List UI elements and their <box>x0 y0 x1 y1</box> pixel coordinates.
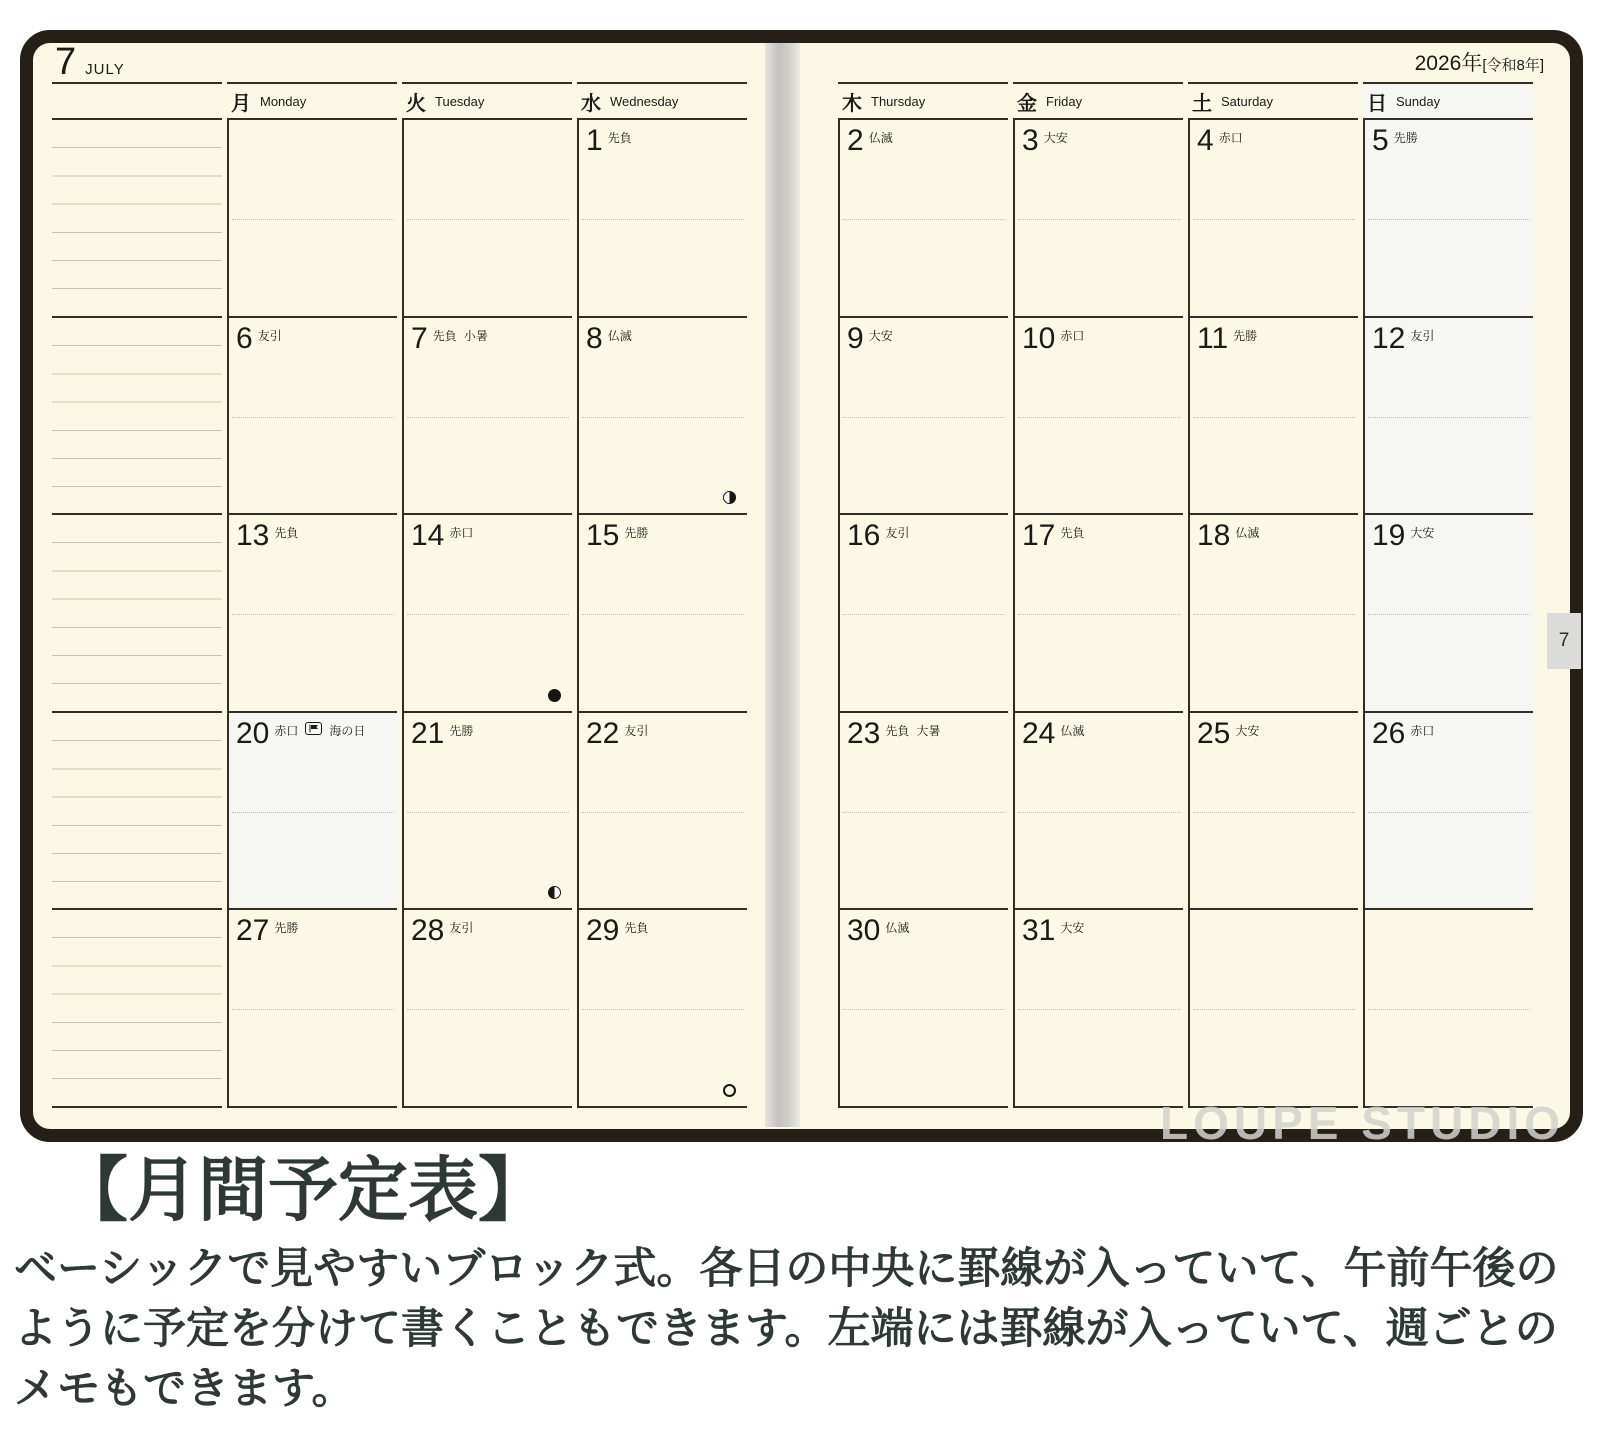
weekday-header-sunday <box>1363 82 1533 120</box>
weekday-kanji: 水 <box>581 92 601 115</box>
first-quarter-moon-icon <box>548 886 561 899</box>
memo-column-header <box>52 82 222 120</box>
date-number: 7 <box>411 321 428 355</box>
year-text: 2026年 <box>1414 52 1483 75</box>
weekday-header-saturday <box>1188 82 1358 120</box>
rokuyo-label: 先負 <box>607 131 632 145</box>
rokuyo-label: 先勝 <box>449 723 474 738</box>
last-quarter-moon-icon <box>723 491 736 504</box>
day-cell-1[interactable] <box>577 120 747 318</box>
rokuyo-label: 赤口 <box>1410 723 1435 738</box>
day-cell-empty[interactable] <box>1188 910 1358 1108</box>
rokuyo-label: 先勝 <box>274 921 299 936</box>
rokuyo-label: 先負 <box>274 526 299 541</box>
day-cell-6[interactable] <box>227 318 397 516</box>
friday-column <box>1013 120 1183 1108</box>
weekday-header-friday <box>1013 82 1183 120</box>
rokuyo-label: 赤口 <box>274 723 299 738</box>
rokuyo-label: 先負 <box>624 921 649 936</box>
year-label <box>1415 47 1544 77</box>
full-moon-icon <box>723 1084 736 1097</box>
weekday-kanji: 火 <box>406 92 426 115</box>
weekday-english: Thursday <box>871 93 926 109</box>
weekday-kanji: 月 <box>231 92 251 115</box>
caption-body <box>14 1239 1592 1419</box>
rokuyo-label: 友引 <box>257 328 282 343</box>
day-cell-empty[interactable] <box>1363 910 1533 1108</box>
caption-line: メモもできます。 <box>14 1364 355 1413</box>
rokuyo-label: 友引 <box>449 921 474 936</box>
day-cell-21[interactable] <box>402 713 572 911</box>
left-grid <box>52 120 765 1108</box>
weekday-header-monday <box>227 82 397 120</box>
month-number: 7 <box>55 41 77 83</box>
monday-column <box>227 120 397 1108</box>
day-cell-7[interactable] <box>402 318 572 516</box>
weekday-english: Wednesday <box>610 93 679 109</box>
day-cell-16[interactable] <box>838 515 1008 713</box>
date-number: 24 <box>1022 716 1056 750</box>
day-cell-20-holiday[interactable] <box>227 713 397 911</box>
weekday-header-wednesday <box>577 82 747 120</box>
watermark-logo: LOUPE STUDIO <box>1160 1097 1566 1149</box>
rokuyo-label: 友引 <box>885 526 910 541</box>
memo-week-block[interactable] <box>52 515 222 713</box>
day-cell-empty[interactable] <box>402 120 572 318</box>
date-number: 5 <box>1372 124 1389 157</box>
weekday-kanji: 金 <box>1017 92 1037 115</box>
date-number: 22 <box>586 716 620 750</box>
rokuyo-label: 大安 <box>1410 526 1435 541</box>
date-number: 12 <box>1372 321 1406 355</box>
tuesday-column <box>402 120 572 1108</box>
thursday-column <box>838 120 1008 1108</box>
date-number: 9 <box>847 321 864 355</box>
spine-divider <box>765 43 800 1127</box>
rokuyo-label: 先勝 <box>1393 131 1418 145</box>
date-number: 21 <box>411 716 445 750</box>
rokuyo-label: 仏滅 <box>1235 526 1260 541</box>
rokuyo-label: 先負 <box>432 328 457 343</box>
date-number: 18 <box>1197 519 1231 553</box>
day-cell-empty[interactable] <box>227 120 397 318</box>
day-cell-14[interactable] <box>402 515 572 713</box>
rokuyo-label: 仏滅 <box>885 921 910 936</box>
day-cell-4[interactable] <box>1188 120 1358 318</box>
day-cell-23[interactable] <box>838 713 1008 911</box>
left-title-row <box>33 43 765 82</box>
right-page <box>800 43 1570 1127</box>
date-number: 6 <box>236 321 253 355</box>
rokuyo-label: 仏滅 <box>868 131 893 145</box>
holiday-flag-icon <box>305 722 322 735</box>
day-cell-31[interactable] <box>1013 910 1183 1108</box>
day-cell-15[interactable] <box>577 515 747 713</box>
weekday-english: Tuesday <box>435 93 485 109</box>
date-number: 8 <box>586 321 603 355</box>
memo-week-block[interactable] <box>52 120 222 318</box>
day-cell-11[interactable] <box>1188 318 1358 516</box>
rokuyo-label: 赤口 <box>1060 328 1085 343</box>
date-number: 3 <box>1022 124 1039 157</box>
month-page-tab[interactable]: 7 <box>1547 613 1581 669</box>
day-cell-30[interactable] <box>838 910 1008 1108</box>
rokuyo-label: 大安 <box>1235 723 1260 738</box>
day-cell-17[interactable] <box>1013 515 1183 713</box>
day-cell-12[interactable] <box>1363 318 1533 516</box>
date-number: 1 <box>586 124 603 157</box>
right-grid <box>838 120 1570 1108</box>
date-number: 27 <box>236 914 270 948</box>
day-cell-26[interactable] <box>1363 713 1533 911</box>
month-title <box>55 43 125 81</box>
rokuyo-label: 友引 <box>1410 328 1435 343</box>
sunday-column <box>1363 120 1533 1108</box>
rokuyo-label: 大安 <box>1043 131 1068 145</box>
rokuyo-label: 大安 <box>1060 921 1085 936</box>
weekday-header-thursday <box>838 82 1008 120</box>
left-weekday-header-row <box>52 82 765 120</box>
date-number: 15 <box>586 519 620 553</box>
date-number: 10 <box>1022 321 1056 355</box>
weekday-kanji: 日 <box>1367 92 1387 115</box>
rokuyo-label: 赤口 <box>449 526 474 541</box>
date-number: 31 <box>1022 914 1056 948</box>
weekday-kanji: 土 <box>1192 92 1212 115</box>
date-number: 13 <box>236 519 270 553</box>
day-cell-29[interactable] <box>577 910 747 1108</box>
date-number: 19 <box>1372 519 1406 553</box>
rokuyo-label: 先負 <box>885 723 910 738</box>
date-number: 28 <box>411 914 445 948</box>
day-cell-24[interactable] <box>1013 713 1183 911</box>
day-cell-8[interactable] <box>577 318 747 516</box>
new-moon-icon <box>548 689 561 702</box>
rokuyo-label: 先負 <box>1060 526 1085 541</box>
weekday-english: Monday <box>260 93 307 109</box>
date-number: 25 <box>1197 716 1231 750</box>
sekki-label: 小暑 <box>463 328 488 343</box>
left-page <box>33 43 765 1127</box>
rokuyo-label: 友引 <box>624 723 649 738</box>
day-cell-13[interactable] <box>227 515 397 713</box>
day-cell-25[interactable] <box>1188 713 1358 911</box>
date-number: 20 <box>236 716 270 750</box>
rokuyo-label: 大安 <box>868 328 893 343</box>
date-number: 2 <box>847 124 864 157</box>
rokuyo-label: 先勝 <box>1233 328 1258 343</box>
day-cell-19[interactable] <box>1363 515 1533 713</box>
planner-spread <box>20 30 1583 1142</box>
date-number: 23 <box>847 716 881 750</box>
memo-week-block[interactable] <box>52 910 222 1108</box>
date-number: 14 <box>411 519 445 553</box>
caption-line: ように予定を分けて書くこともできます。左端には罫線が入っていて、週ごとの <box>14 1304 1558 1353</box>
day-cell-9[interactable] <box>838 318 1008 516</box>
caption-section <box>0 1150 1600 1419</box>
date-number: 29 <box>586 914 620 948</box>
date-number: 11 <box>1197 321 1229 355</box>
memo-week-block[interactable] <box>52 318 222 516</box>
day-cell-10[interactable] <box>1013 318 1183 516</box>
date-number: 4 <box>1197 124 1214 157</box>
rokuyo-label: 先勝 <box>624 526 649 541</box>
weekday-english: Sunday <box>1396 93 1441 109</box>
day-cell-2[interactable] <box>838 120 1008 318</box>
weekday-kanji: 木 <box>842 92 862 115</box>
right-title-row <box>800 43 1570 82</box>
rokuyo-label: 赤口 <box>1218 131 1243 145</box>
date-number: 30 <box>847 914 881 948</box>
day-cell-3[interactable] <box>1013 120 1183 318</box>
weekday-header-tuesday <box>402 82 572 120</box>
era-text: [令和8年] <box>1482 57 1544 74</box>
saturday-column <box>1188 120 1358 1108</box>
memo-column <box>52 120 222 1108</box>
day-cell-22[interactable] <box>577 713 747 911</box>
month-name: JULY <box>85 61 125 78</box>
date-number: 16 <box>847 519 881 553</box>
right-weekday-header-row <box>838 82 1570 120</box>
rokuyo-label: 仏滅 <box>1060 723 1085 738</box>
weekday-english: Friday <box>1046 93 1083 109</box>
weekday-english: Saturday <box>1221 93 1274 109</box>
caption-line: ベーシックで見やすいブロック式。各日の中央に罫線が入っていて、午前午後の <box>14 1244 1559 1293</box>
memo-week-block[interactable] <box>52 713 222 911</box>
date-number: 17 <box>1022 519 1056 553</box>
sekki-label: 大暑 <box>916 723 941 738</box>
holiday-name-label: 海の日 <box>329 723 366 738</box>
caption-title: 【月間予定表】 <box>58 1151 548 1229</box>
wednesday-column <box>577 120 747 1108</box>
day-cell-28[interactable] <box>402 910 572 1108</box>
day-cell-27[interactable] <box>227 910 397 1108</box>
day-cell-18[interactable] <box>1188 515 1358 713</box>
rokuyo-label: 仏滅 <box>607 328 632 343</box>
day-cell-5[interactable] <box>1363 120 1533 318</box>
date-number: 26 <box>1372 716 1406 750</box>
